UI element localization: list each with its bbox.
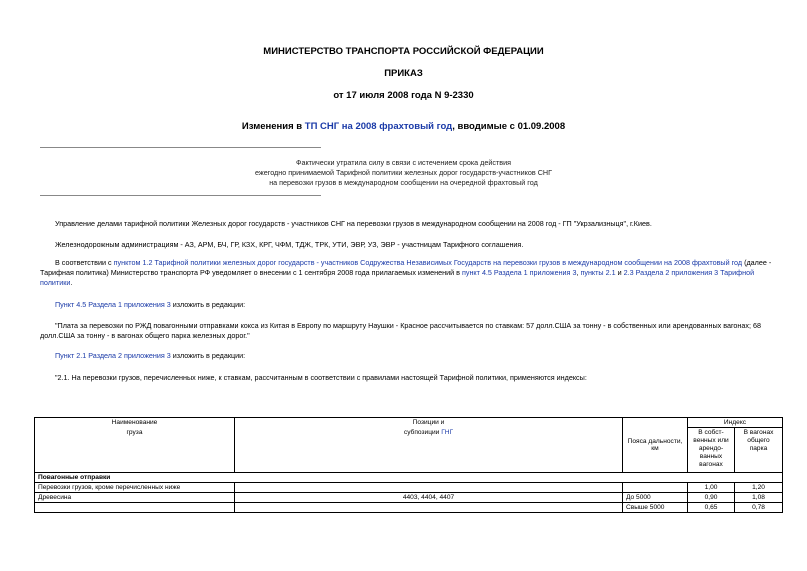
title-prefix: Изменения в [241,121,305,132]
clause-2-1-heading-link[interactable]: Пункт 2.1 Раздела 2 приложения 3 [55,351,171,360]
table-row [35,503,783,513]
table-section-row [35,473,783,483]
row-zone: До 5000 [623,493,688,503]
row-positions [235,483,623,493]
clause-2-1-link[interactable]: пункты 2.1 [580,268,616,277]
notice-line-1: Фактически утратила силу в связи с истечением срока действия [296,158,511,167]
row-zone: Свыше 5000 [623,503,688,513]
header-cell-name [35,418,235,473]
notice-line-3: на перевозки грузов в международном сообщении на очередной фрахтовый год [269,178,538,187]
row-own: 0,65 [688,503,735,513]
row-park: 0,78 [735,503,783,513]
divider-bottom [40,195,321,196]
header-cell-index: Индекс [688,418,783,428]
document-type: ПРИКАЗ [384,68,423,79]
table-row [35,493,783,503]
row-name: Древесина [35,493,235,503]
section-cell: Повагонные отправки [35,473,783,483]
document-title [0,121,807,132]
header-name-line-1: Наименование [111,419,158,426]
status-notice [200,158,607,188]
clause-4-5-link[interactable]: пункт 4.5 Раздела 1 приложения 3 [461,268,577,277]
header-pos-line-1: Позиции и [412,419,445,426]
header-name-line-2: груза [126,429,143,436]
table-header-row [35,418,783,428]
basis-text-a: В соответствии с [55,258,114,267]
row-own: 1,00 [688,483,735,493]
tariff-policy-link[interactable]: пунктом 1.2 Тарифной политики железных дорог государств - участников Содружества Независимых Государств на перевозки грузов в международном сообщении на 2008 фрахтовый год [113,258,743,267]
title-suffix: , вводимые с 01.09.2008 [452,121,566,132]
indexes-intro-paragraph: "2.1. На перевозки грузов, перечисленных ниже, к ставкам, рассчитанным в соответствии с правилами настоящей Тарифной политики, применяются индексы: [55,373,587,382]
header-pos-line-2: субпозиции [403,429,442,436]
basis-text-b: (далее - Тарифная политика) Министерство транспорта РФ уведомляет о внесении с 1 сентября 2008 года прилагаемых изменений в [40,258,772,277]
header-cell-positions [235,418,623,473]
basis-paragraph [40,258,788,288]
row-positions: 4403, 4404, 4407 [235,493,623,503]
basis-text-d: и [615,268,624,277]
gng-link[interactable]: ГНГ [441,429,454,436]
header-cell-own-wagons: В собст-венных или арендо-ванных вагонах [688,428,735,473]
row-park: 1,20 [735,483,783,493]
coke-rate-paragraph: "Плата за перевозки по РЖД повагонными отправками кокса из Китая в Европу по маршруту Наушки - Красное рассчитывается по ставкам: 57 долл.США за тонну - в собственных или арендованных вагонах; 68 долл.США за тонну - в вагонах общего парка железных дорог." [40,321,761,340]
administrations-paragraph: Железнодорожным администрациям - АЗ, АРМ, БЧ, ГР, КЗХ, КРГ, ЧФМ, ТДЖ, ТРК, УТИ, ЭВР, УЗ, ЭВР - участницам Тарифного соглашения. [55,240,524,249]
table-row [35,483,783,493]
basis-text-c: , [576,268,581,277]
row-park: 1,08 [735,493,783,503]
divider-top [40,147,321,148]
row-positions [235,503,623,513]
addressee-paragraph: Управление делами тарифной политики Железных дорог государств - участников СНГ на перевозки грузов в международном сообщении на 2008 год - ГП "Укрзализныця", г.Киев. [55,219,652,228]
header-cell-zone: Пояса дальности, км [623,418,688,473]
row-zone [623,483,688,493]
clause-2-3-link[interactable]: 2.3 Раздела 2 приложения 3 Тарифной политики [40,268,755,287]
clause-4-5-paragraph [55,300,795,310]
clause-2-1-paragraph [55,351,795,361]
row-own: 0,90 [688,493,735,503]
ministry-heading: МИНИСТЕРСТВО ТРАНСПОРТА РОССИЙСКОЙ ФЕДЕРАЦИИ [263,46,544,57]
title-link[interactable]: ТП СНГ на 2008 фрахтовый год [304,121,453,132]
header-cell-park-wagons: В вагонах общего парка [735,428,783,473]
row-name: Перевозки грузов, кроме перечисленных ниже [35,483,235,493]
clause-2-1-text: изложить в редакции: [170,351,246,360]
clause-4-5-text: изложить в редакции: [170,300,246,309]
row-name [35,503,235,513]
index-table [34,417,783,513]
basis-text-e: . [70,278,73,287]
document-date: от 17 июля 2008 года N 9-2330 [333,90,474,101]
notice-line-2: ежегодно принимаемой Тарифной политики железных дорог государств-участников СНГ [255,168,552,177]
clause-4-5-heading-link[interactable]: Пункт 4.5 Раздела 1 приложения 3 [55,300,171,309]
